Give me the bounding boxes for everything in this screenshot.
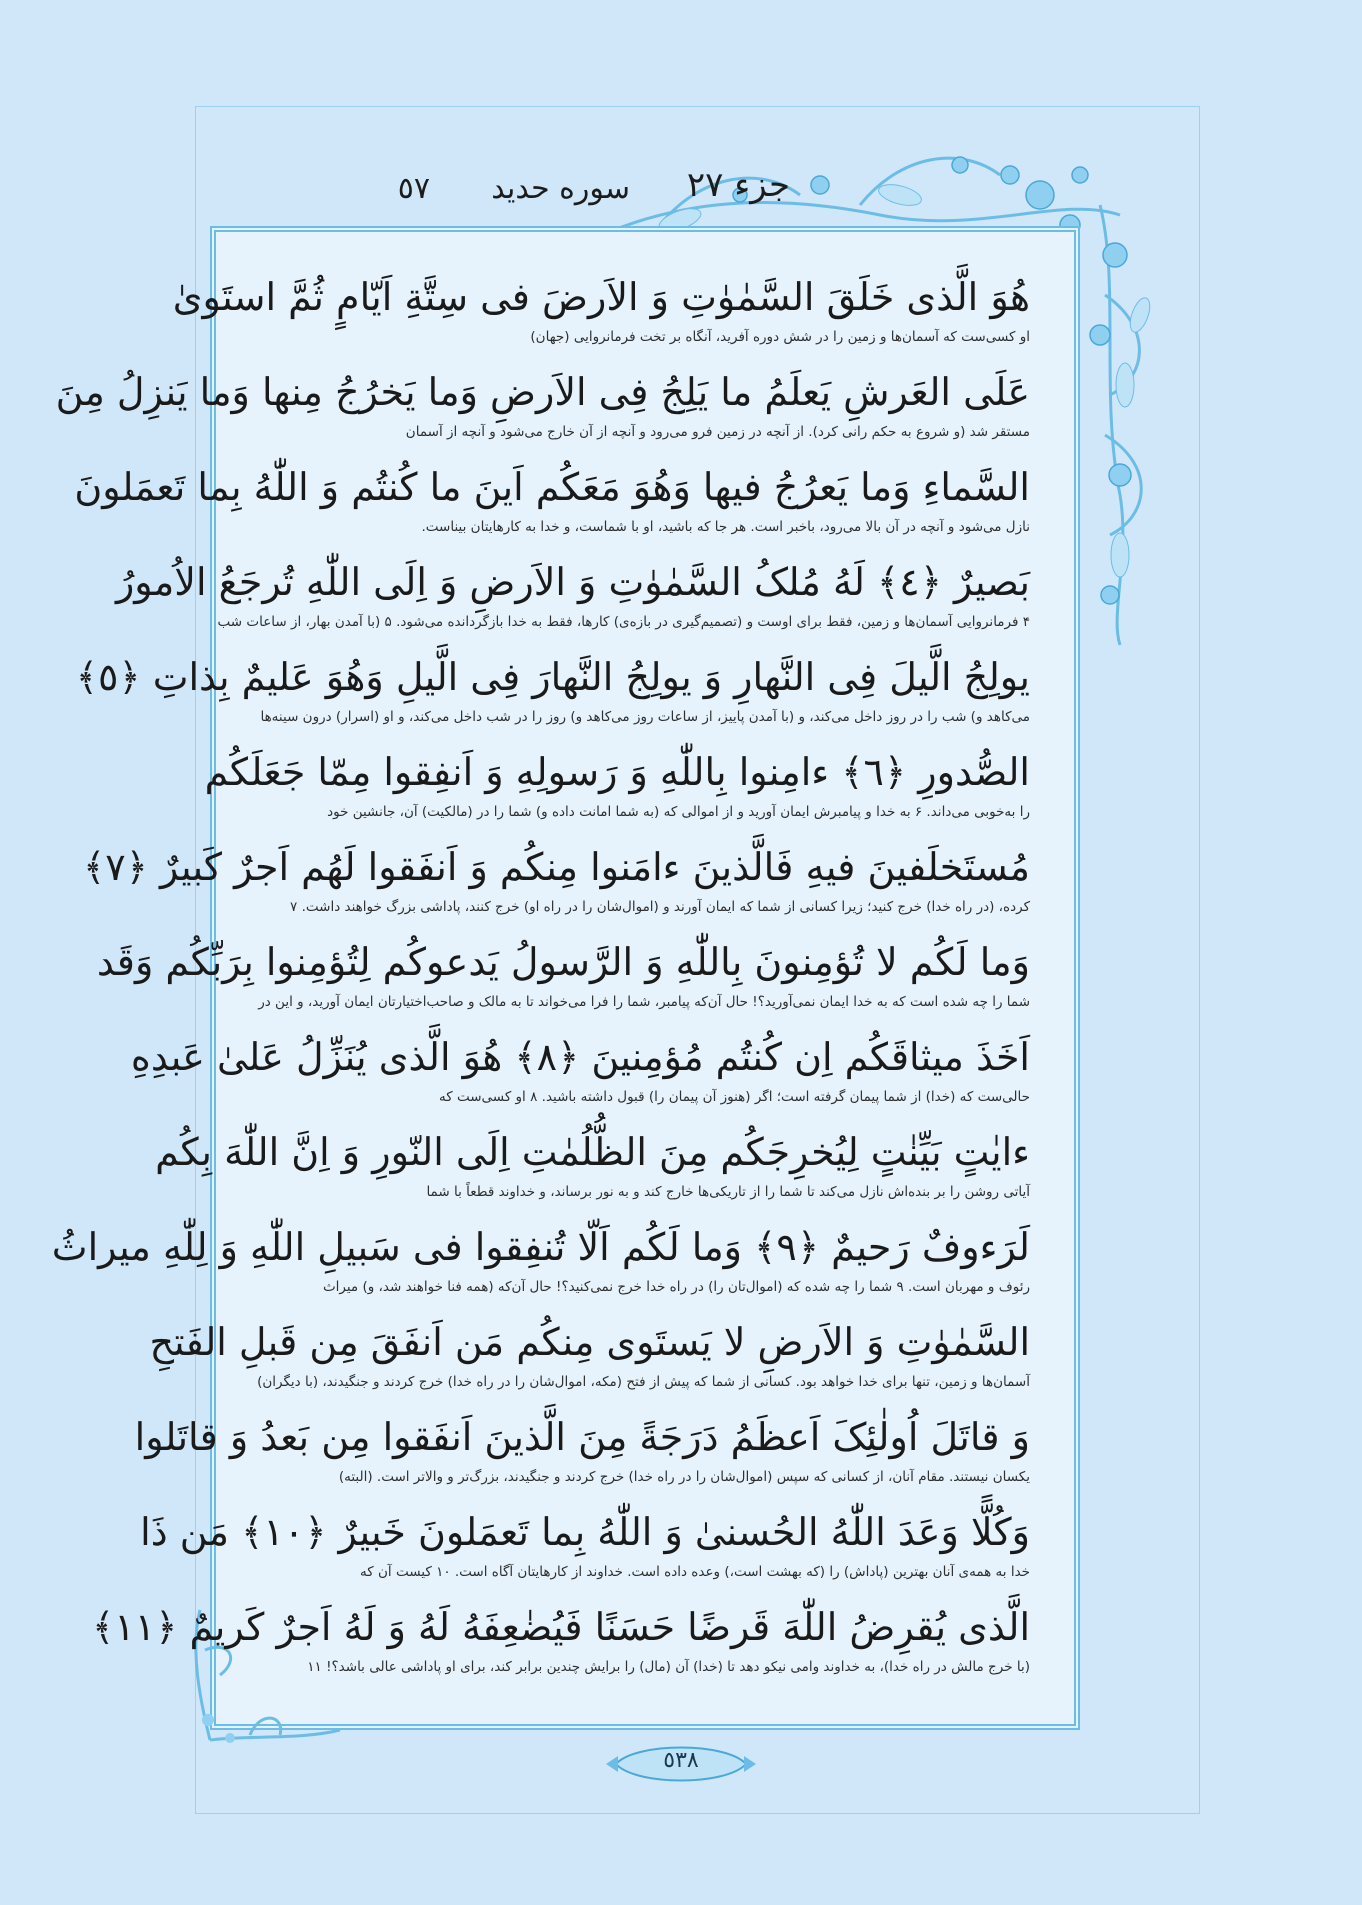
verse-line [55, 363, 1030, 458]
arabic-line: عَلَی العَرشِ یَعلَمُ ما یَلِجُ فِی الاَرضِ وَما یَخرُجُ مِنها وَما یَنزِلُ مِنَ [55, 370, 1030, 414]
verse-line [155, 1123, 1030, 1218]
translation-line: حالی‌ست که (خدا) از شما پیمان گرفته است؛ اگر (هنوز آن پیمان را) قبول داشته باشید. ۸ او کسی‌ست که [439, 1089, 1030, 1105]
arabic-line: السَّمٰوٰتِ وَ الاَرضِ لا یَستَوی مِنکُم مَن اَنفَقَ مِن قَبلِ الفَتحِ [149, 1320, 1030, 1364]
arabic-line: وَما لَکُم لا تُؤمِنونَ بِاللّٰهِ وَ الرَّسولُ یَدعوکُم لِتُؤمِنوا بِرَبِّکُم وَقَد [96, 940, 1030, 984]
arabic-line: بَصیرٌ ﴿٤﴾ لَهُ مُلکُ السَّمٰوٰتِ وَ الاَرضِ وَ اِلَی اللّٰهِ تُرجَعُ الاُمورُ [115, 560, 1030, 604]
arabic-line: وَ قاتَلَ اُولٰئِکَ اَعظَمُ دَرَجَةً مِنَ الَّذینَ اَنفَقوا مِن بَعدُ وَ قاتَلوا [134, 1415, 1030, 1459]
verse-line [75, 648, 1030, 743]
verse-line [140, 1503, 1030, 1598]
verse-line [134, 1408, 1030, 1503]
verse-lines [51, 268, 1030, 1693]
juz-label: جزء ٢٧ [686, 165, 790, 205]
page-number: ٥٣٨ [663, 1748, 699, 1773]
arabic-line: مُستَخلَفینَ فیهِ فَالَّذینَ ءامَنوا مِنکُم وَ اَنفَقوا لَهُم اَجرٌ کَبیرٌ ﴿٧﴾ [82, 845, 1030, 889]
verse-line [115, 553, 1030, 648]
arabic-line: هُوَ الَّذی خَلَقَ السَّمٰوٰتِ وَ الاَرضَ فی سِتَّةِ اَیّامٍ ثُمَّ استَویٰ [172, 275, 1030, 319]
arabic-line: لَرَءوفٌ رَحیمٌ ﴿٩﴾ وَما لَکُم اَلّا تُنفِقوا فی سَبیلِ اللّٰهِ وَ لِلّٰهِ میراثُ [51, 1225, 1030, 1269]
surah-name: سوره حدید [491, 171, 630, 206]
translation-line: رئوف و مهربان است. ۹ شما را چه شده که (اموال‌تان را) در راه خدا خرج نمی‌کنید؟! حال آن‌که (همه فنا خواهند شد، و) میراث [322, 1279, 1030, 1295]
verse-line [130, 1028, 1030, 1123]
verse-line [82, 838, 1030, 933]
translation-line: یکسان نیستند. مقام آنان، از کسانی که سپس (اموال‌شان را در راه خدا) خرج کردند و جنگیدند، بزرگ‌تر و والاتر است. (البته) [338, 1469, 1030, 1485]
surah-number: ٥٧ [397, 171, 430, 206]
translation-line: او کسی‌ست که آسمان‌ها و زمین را در شش دوره آفرید، آنگاه بر تخت فرمانروایی (جهان) [530, 329, 1030, 345]
page-header [330, 165, 790, 225]
translation-line: آسمان‌ها و زمین، تنها برای خدا خواهد بود. کسانی از شما که پیش از فتح (مکه، اموال‌شان را در راه خدا) خرج کردند و جنگیدند، (با دیگران) [257, 1374, 1030, 1390]
translation-line: آیاتی روشن را بر بنده‌اش نازل می‌کند تا شما را از تاریکی‌ها خارج کند و به نور برساند، و خداوند قطعاً با شما [426, 1184, 1030, 1200]
arabic-line: الَّذی یُقرِضُ اللّٰهَ قَرضًا حَسَنًا فَیُضٰعِفَهُ لَهُ وَ لَهُ اَجرٌ کَریمٌ ﴿١١﴾ [92, 1605, 1030, 1649]
arabic-line: اَخَذَ میثاقَکُم اِن کُنتُم مُؤمِنینَ ﴿٨﴾ هُوَ الَّذی یُنَزِّلُ عَلیٰ عَبدِهِ [130, 1035, 1030, 1079]
translation-line: مستقر شد (و شروع به حکم رانی کرد). از آنچه در زمین فرو می‌رود و آنچه از آن خارج می‌شود و آنچه از آسمان [405, 424, 1030, 440]
verse-line [51, 1218, 1030, 1313]
translation-line: می‌کاهد و) شب را در روز داخل می‌کند، و (با آمدن پاییز، از ساعات روز می‌کاهد و) روز را در شب داخل می‌کند، و او (اسرار) درون سینه‌ها [260, 709, 1030, 725]
translation-line: را به‌خوبی می‌داند. ۶ به خدا و پیامبرش ایمان آورید و از اموالی که (به شما امانت داده و) شما را در (مالکیت) آن، جانشین خود [327, 804, 1030, 820]
translation-line: خدا به همه‌ی آنان بهترین (پاداش) را (که بهشت است،) وعده داده است. خداوند از کارهایتان آگاه است. ۱۰ کیست آن که [360, 1564, 1030, 1580]
verse-line [74, 458, 1030, 553]
arabic-line: الصُّدورِ ﴿٦﴾ ءامِنوا بِاللّٰهِ وَ رَسولِهِ وَ اَنفِقوا مِمّا جَعَلَکُم [204, 750, 1030, 794]
translation-line: (با خرج مالش در راه خدا)، به خداوند وامی نیکو دهد تا (خدا) آن (مال) را برایش چندین برابر کند، برای او پاداشی عالی باشد؟! ۱۱ [307, 1659, 1030, 1675]
arabic-line: وَکُلًّا وَعَدَ اللّٰهُ الحُسنیٰ وَ اللّٰهُ بِما تَعمَلونَ خَبیرٌ ﴿١٠﴾ مَن ذَا [140, 1510, 1030, 1554]
verse-line [172, 268, 1030, 363]
verse-line [204, 743, 1030, 838]
translation-line: شما را چه شده است که به خدا ایمان نمی‌آورید؟! حال آن‌که پیامبر، شما را فرا می‌خواند تا به مالک و صاحب‌اختیارتان ایمان آورید، و این در [258, 994, 1030, 1010]
translation-line: نازل می‌شود و آنچه در آن بالا می‌رود، باخبر است. هر جا که باشید، او با شماست، و خدا به کارهایتان بیناست. [421, 519, 1030, 535]
translation-line: ۴ فرمانروایی آسمان‌ها و زمین، فقط برای اوست و (تصمیم‌گیری در بازه‌ی) کارها، فقط به خدا بازگردانده می‌شود. ۵ (با آمدن بهار، از ساعات شب [217, 614, 1030, 630]
arabic-line: ءایٰتٍ بَیِّنٰتٍ لِیُخرِجَکُم مِنَ الظُّلُمٰتِ اِلَی النّورِ وَ اِنَّ اللّٰهَ بِکُم [155, 1130, 1030, 1174]
verse-line [149, 1313, 1030, 1408]
verse-line [96, 933, 1030, 1028]
arabic-line: یولِجُ الَّیلَ فِی النَّهارِ وَ یولِجُ النَّهارَ فِی الَّیلِ وَهُوَ عَلیمٌ بِذاتِ ﴿٥﴾ [75, 655, 1030, 699]
verse-line [92, 1598, 1030, 1693]
arabic-line: السَّماءِ وَما یَعرُجُ فیها وَهُوَ مَعَکُم اَینَ ما کُنتُم وَ اللّٰهُ بِما تَعمَلونَ [74, 465, 1030, 509]
translation-line: کرده، (در راه خدا) خرج کنید؛ زیرا کسانی از شما که ایمان آورند و (اموال‌شان را در راه او) خرج کنند، پاداشی بزرگ خواهند داشت. ۷ [290, 899, 1030, 915]
